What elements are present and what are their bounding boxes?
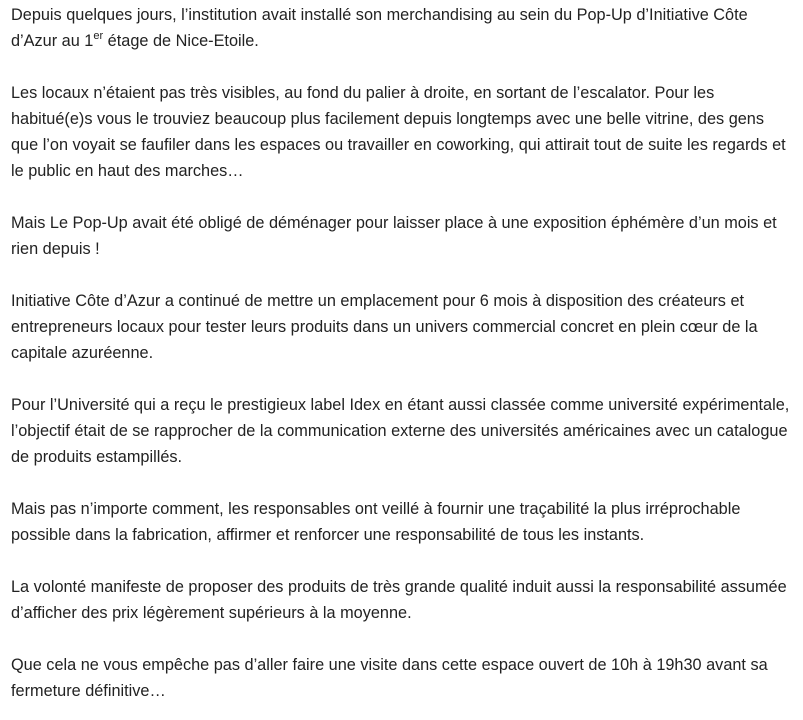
paragraph-2: Les locaux n’étaient pas très visibles, au fond du palier à droite, en sortant de l’escalator. Pour les habitué(e)s vous le trouviez beaucoup plus facilement depuis longtemps avec une belle vitrine, des gens que l’on voyait se faufiler dans les espaces ou travailler en coworking, qui attirait tout de suite les regards et le public en haut des marches… <box>11 84 786 180</box>
paragraph-4: Initiative Côte d’Azur a continué de mettre un emplacement pour 6 mois à disposition des créateurs et entrepreneurs locaux pour tester leurs produits dans un univers commercial concret en plein cœur de la capitale azuréenne. <box>11 292 758 362</box>
paragraph-6: Mais pas n’importe comment, les responsables ont veillé à fournir une traçabilité la plus irréprochable possible dans la fabrication, affirmer et renforcer une responsabilité de tous les instants. <box>11 500 741 544</box>
paragraph-5: Pour l’Université qui a reçu le prestigieux label Idex en étant aussi classée comme université expérimentale, l’objectif était de se rapprocher de la communication externe des universités américaines avec un catalogue de produits estampillés. <box>11 396 790 466</box>
paragraph-1 <box>11 2 793 54</box>
ordinal-superscript: er <box>93 29 104 42</box>
paragraph-8: Que cela ne vous empêche pas d’aller faire une visite dans cette espace ouvert de 10h à 19h30 avant sa fermeture définitive… <box>11 656 768 700</box>
paragraph-1-text: Depuis quelques jours, l’institution avait installé son merchandising au sein du Pop-Up d’Initiative Côte d’Azur au 1 <box>11 6 748 50</box>
paragraph-3: Mais Le Pop-Up avait été obligé de déménager pour laisser place à une exposition éphémère d’un mois et rien depuis ! <box>11 214 777 258</box>
article-body <box>11 2 793 704</box>
paragraph-7: La volonté manifeste de proposer des produits de très grande qualité induit aussi la responsabilité assumée d’afficher des prix légèrement supérieurs à la moyenne. <box>11 578 787 622</box>
paragraph-1-text-end: étage de Nice-Etoile. <box>103 32 259 50</box>
